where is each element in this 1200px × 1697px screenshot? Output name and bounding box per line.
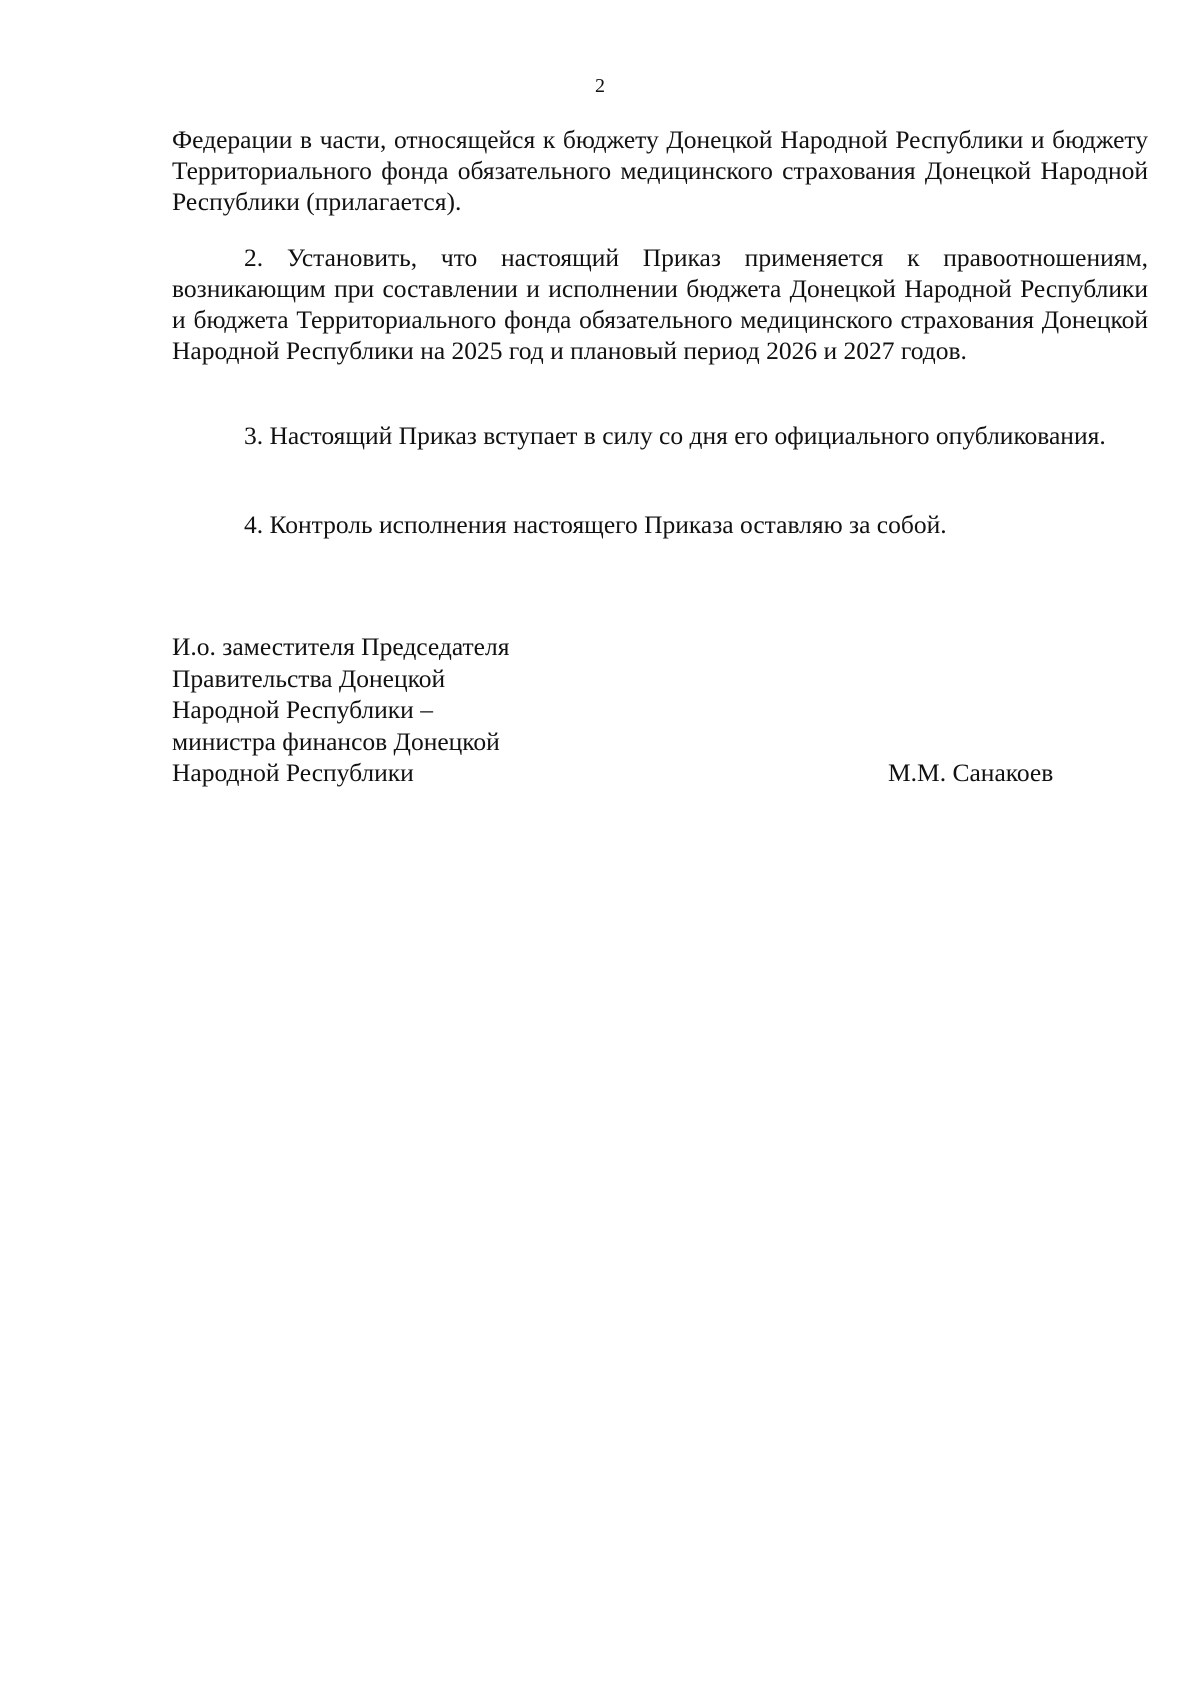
signatory-title-line: министра финансов Донецкой: [172, 726, 500, 756]
signatory-title-line: И.о. заместителя Председателя: [172, 632, 510, 661]
page-number: 2: [595, 75, 605, 97]
paragraph-text: 4. Контроль исполнения настоящего Приказа оставляю за собой.: [244, 510, 947, 539]
paragraph-3: [172, 420, 1148, 451]
paragraph-text: Федерации в части, относящейся к бюджету Донецкой Народной Республики и бюджету Территориального фонда обязательного медицинского страхования Донецкой Народной Республики (прилагается).: [172, 125, 1148, 216]
paragraph-1-continuation: [172, 124, 1148, 217]
paragraph-4: [172, 509, 1148, 540]
signatory-name: М.М. Санакоев: [888, 758, 1054, 787]
signatory-title-line: Народной Республики –: [172, 695, 433, 724]
signatory-title-line: Народной Республики: [172, 758, 414, 787]
signatory-title-line: Правительства Донецкой: [172, 663, 446, 693]
paragraph-text: 2. Установить, что настоящий Приказ применяется к правоотношениям, возникающим при составлении и исполнении бюджета Донецкой Народной Республики и бюджета Территориального фонда обязательного медицинского страхования Донецкой Народной Республики на 2025 год и плановый период 2026 и 2027 годов.: [172, 243, 1148, 365]
paragraph-2: [172, 242, 1148, 366]
paragraph-text: 3. Настоящий Приказ вступает в силу со дня его официального опубликования.: [244, 421, 1106, 450]
